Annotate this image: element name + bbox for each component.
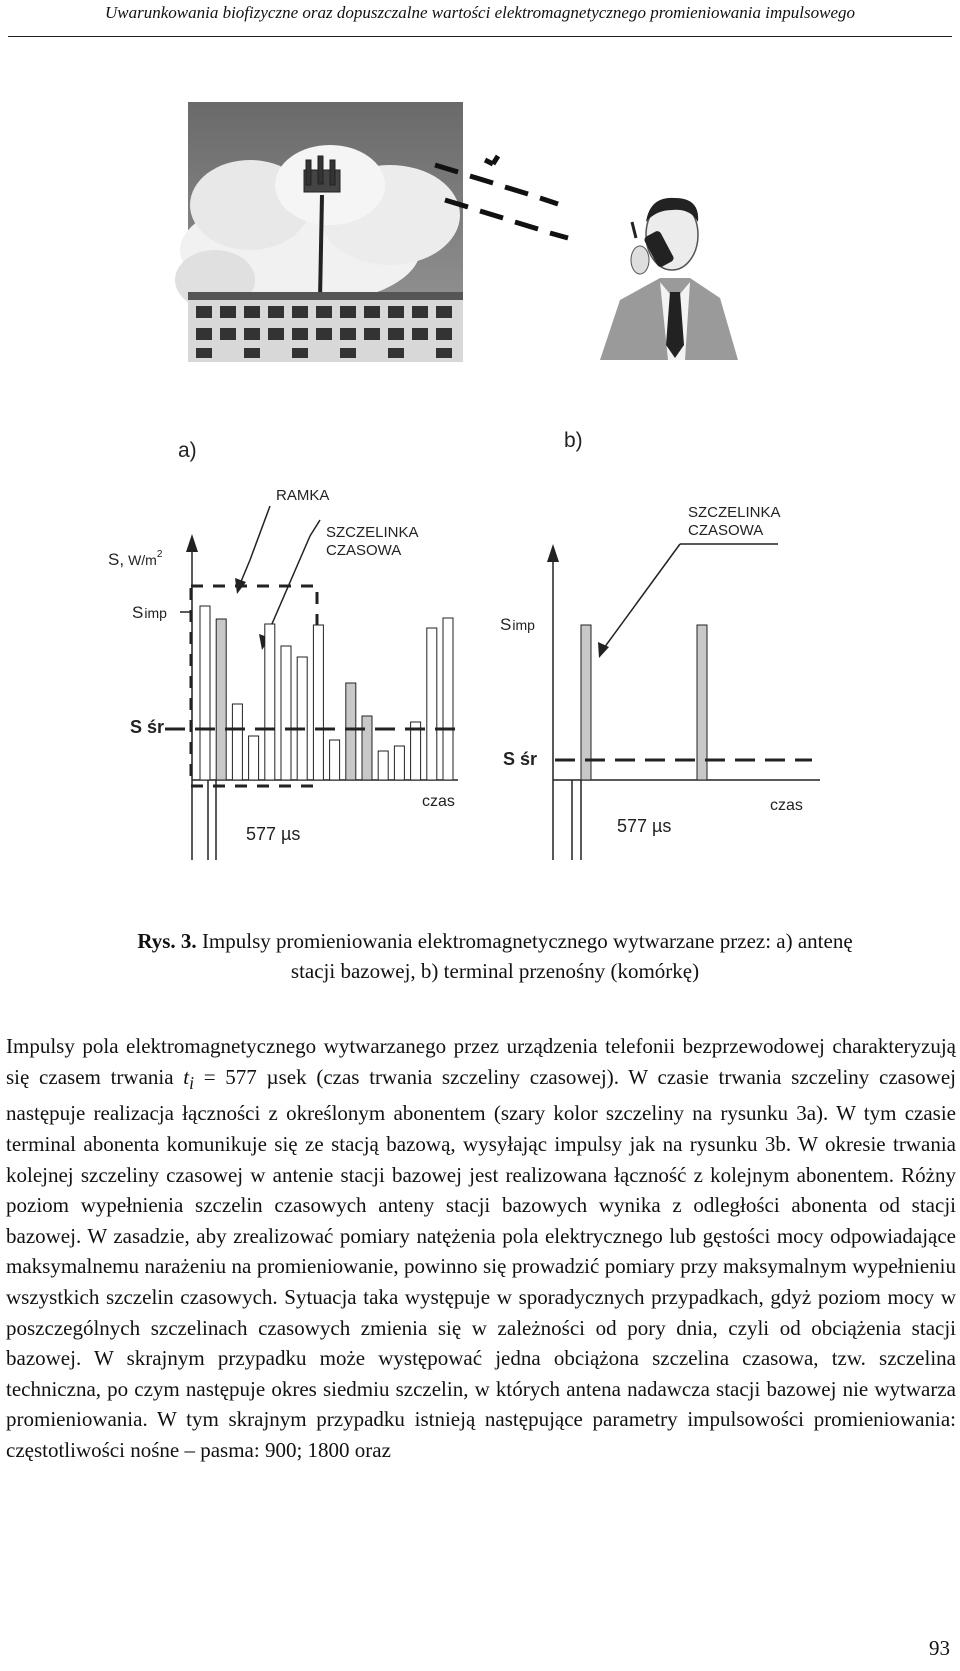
body-paragraph xyxy=(6,1031,956,1466)
a-slot-bar xyxy=(411,722,421,780)
a-slot-bar xyxy=(378,751,388,780)
b-slot-label-2: CZASOWA xyxy=(688,522,764,539)
b-duration-label: 577 µs xyxy=(617,816,672,836)
variable-t: t xyxy=(183,1064,190,1089)
body-text-rest: = 577 µsek (czas trwania szczeliny czasowej). W czasie trwania szczeliny czasowej następuje realizacja łączności z określonym abonentem (szary kolor szczeliny na rysunku 3a). W tym czasie terminal abonenta komunikuje się ze stacją bazową, wysyłając impulsy jak na rysunku 3b. W okresie trwania kolejnej szczeliny czasowej w antenie stacji bazowej jest realizowana łączność z kolejnym abonentem. Różny poziom wypełnienia szczelin czasowych anteny stacji bazowych wynika z odległości abonenta od stacji bazowej. W zasadzie, aby zrealizować pomiary natężenia pola elektrycznego lub gęstości mocy odpowiadające maksymalnemu narażeniu na promieniowanie, powinno się prowadzić pomiary przy maksymalnym wypełnieniu wszystkich szczelin czasowych. Sytuacja taka występuje w sporadycznych przypadkach, gdyż poziom mocy w poszczególnych szczelinach czasowych zmienia się w zależności od pory dnia, czyli od obciążenia stacji bazowej. W skrajnym przypadku może występować jedna obciążona szczelina czasowa, tzw. szczelina techniczna, po czym następuje okres siedmiu szczelin, w których antena nadawcza stacji bazowej nie wytwarza promieniowania. W tym skrajnym przypadku istnieją następujące parametry impulsowości promieniowania: częstotliwości nośne – pasma: 900; 1800 oraz xyxy=(6,1064,956,1462)
a-slot-bar xyxy=(443,618,453,780)
a-frame-pointer xyxy=(250,506,270,560)
a-slot-bar xyxy=(427,628,437,780)
b-slot-pointer xyxy=(604,544,680,648)
a-slot-bar xyxy=(394,746,404,780)
body-text-start: Impulsy pola elektromagnetycznego wytwarzanego przez urządzenia telefonii bezprzewodowej charakteryzują się czasem trwania xyxy=(6,1034,956,1089)
b-pulse-bar xyxy=(581,625,591,780)
a-y-axis-arrow xyxy=(186,534,198,552)
a-s-sr-label: S śr xyxy=(130,717,165,737)
figure-caption xyxy=(130,926,860,986)
panel-b xyxy=(500,504,820,860)
b-s-imp-label: Simp xyxy=(500,615,535,634)
caption-text: Impulsy promieniowania elektromagnetycznego wytwarzane przez: a) antenę stacji bazowej, b) terminal przenośny (komórkę) xyxy=(201,929,853,983)
a-slot-bar xyxy=(281,646,291,780)
b-y-axis-arrow xyxy=(547,544,559,562)
a-duration-label: 577 µs xyxy=(246,824,301,844)
panel-b-label: b) xyxy=(564,429,583,452)
a-slot-bar xyxy=(232,704,242,780)
a-slot-bar xyxy=(297,657,307,780)
b-s-sr-label: S śr xyxy=(503,749,538,769)
variable-t-subscript: i xyxy=(189,1072,194,1093)
b-pulse-bar xyxy=(697,625,707,780)
a-y-axis-label: S, $W/m^2$ xyxy=(108,549,163,569)
a-slot-bars xyxy=(200,606,453,780)
a-slot-bar xyxy=(313,625,323,780)
a-slot-bar xyxy=(249,736,259,780)
b-slot-label-1: SZCZELINKA xyxy=(688,504,781,521)
a-slot-bar xyxy=(265,624,275,780)
a-slot-label-1: SZCZELINKA xyxy=(326,524,419,541)
a-slot-bar xyxy=(216,619,226,780)
panel-a xyxy=(108,487,460,860)
a-frame-label: RAMKA xyxy=(276,487,330,504)
a-time-label: czas xyxy=(422,793,455,810)
caption-label: Rys. 3. xyxy=(137,929,197,953)
a-slot-bar xyxy=(200,606,210,780)
running-header-title: Uwarunkowania biofizyczne oraz dopuszczalne wartości elektromagnetycznego promieniowania impulsowego xyxy=(105,3,855,22)
page-number: 93 xyxy=(929,1636,950,1660)
a-s-imp-label: Simp xyxy=(132,603,167,622)
a-slot-bar xyxy=(362,716,372,780)
a-slot-bar xyxy=(330,740,340,780)
panel-a-label: a) xyxy=(178,439,197,462)
a-slot-label-2: CZASOWA xyxy=(326,542,402,559)
a-slot-bar xyxy=(346,683,356,780)
b-time-label: czas xyxy=(770,797,803,814)
a-slot-pointer-1 xyxy=(310,520,320,536)
